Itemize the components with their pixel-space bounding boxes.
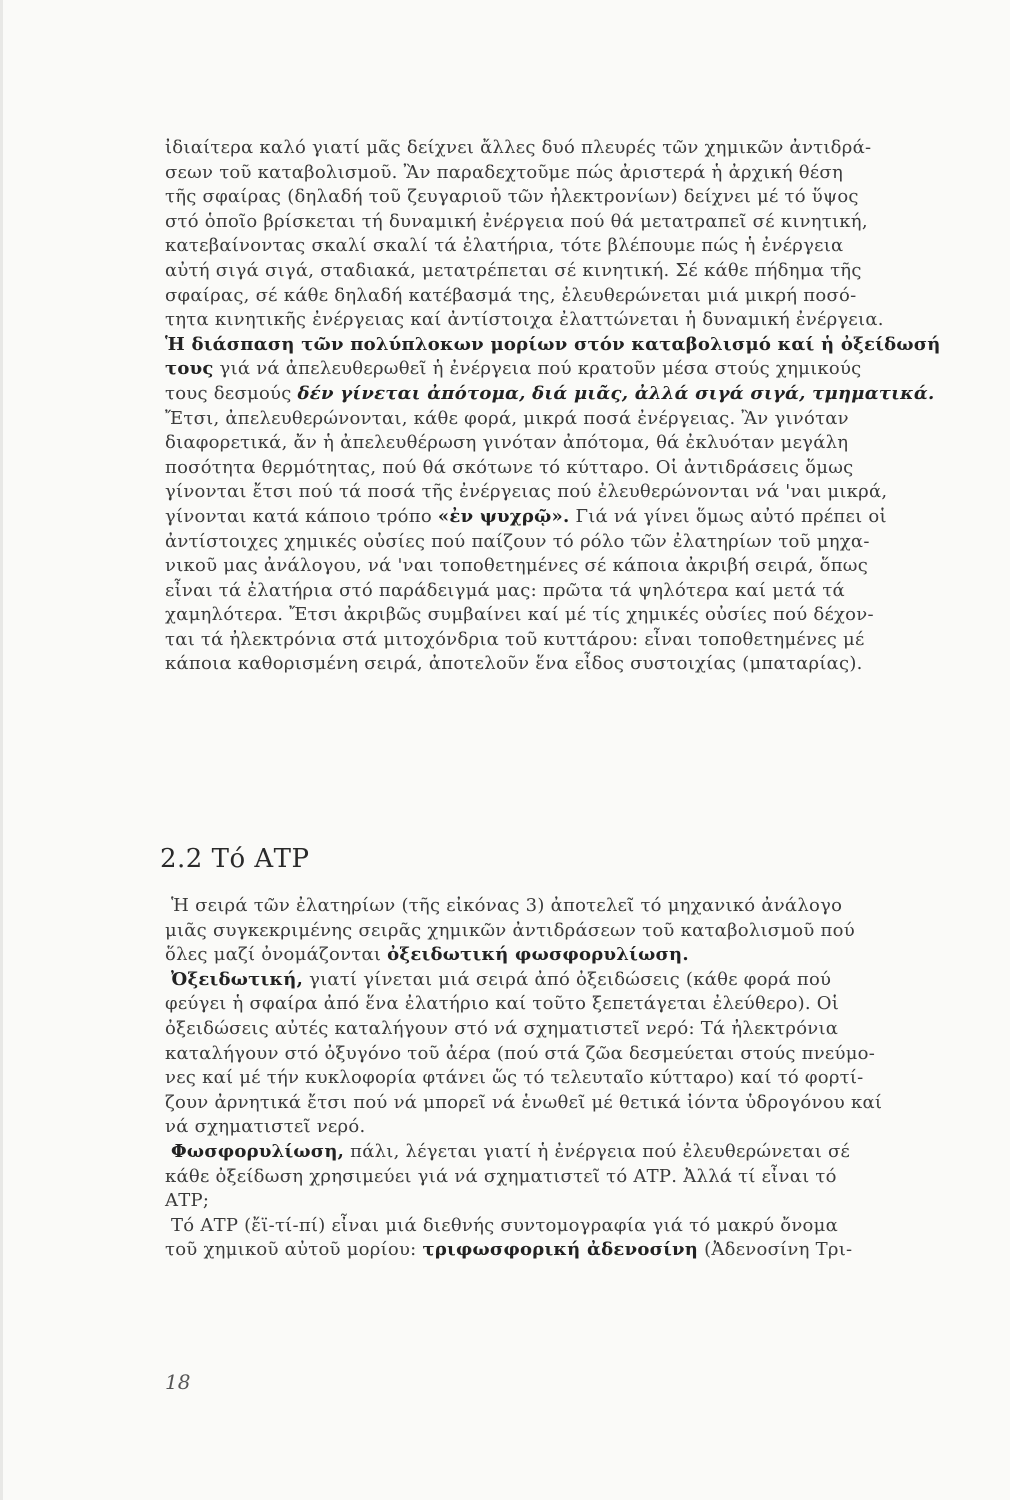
text-run: ΑΤΡ; [165, 1190, 210, 1212]
text-line [165, 456, 945, 481]
text-run: ποσότητα θερμότητας, πού θά σκότωνε τό κύτταρο. Οἱ ἀντιδράσεις ὅμως [165, 456, 854, 478]
text-line [165, 554, 945, 579]
text-line [165, 1214, 945, 1239]
text-run: νά σχηματιστεῖ νερό. [165, 1116, 366, 1138]
text-run: ζουν ἀρνητικά ἔτσι πού νά μπορεῖ νά ἑνωθεῖ μέ θετικά ἰόντα ὑδρογόνου καί [165, 1091, 883, 1113]
text-line [165, 1189, 945, 1214]
text-run: φεύγει ἡ σφαίρα ἀπό ἕνα ἐλατήριο καί τοῦτο ξεπετάγεται ἐλεύθερο). Οἱ [165, 993, 840, 1015]
text-line [165, 161, 945, 186]
text-line [165, 1091, 945, 1116]
text-run: ἰδιαίτερα καλό γιατί μᾶς δείχνει ἄλλες δυό πλευρές τῶν χημικῶν ἀντιδρά- [165, 137, 872, 158]
text-run: νες καί μέ τήν κυκλοφορία φτάνει ὥς τό τελευταῖο κύτταρο) καί τό φορτί- [165, 1067, 864, 1089]
text-line [165, 185, 945, 210]
text-run: τους δεσμούς [165, 382, 298, 404]
text-run: γιατί γίνεται μιά σειρά ἀπό ὀξειδώσεις (κάθε φορά πού [303, 968, 832, 990]
text-run: ὀξειδώσεις αὐτές καταλήγουν στό νά σχηματιστεῖ νερό: Τά ἠλεκτρόνια [165, 1017, 839, 1039]
text-line [165, 407, 945, 432]
text-line [165, 259, 945, 284]
text-run: γίνονται κατά κάποιο τρόπο [165, 505, 438, 527]
bold-text: ὀξειδωτική φωσφορυλίωση. [387, 944, 689, 966]
text-run: κάθε ὀξείδωση χρησιμεύει γιά νά σχηματιστεῖ τό ΑΤΡ. Ἀλλά τί εἶναι τό [165, 1165, 837, 1187]
text-run: μιᾶς συγκεκριμένης σειρᾶς χημικῶν ἀντιδράσεων τοῦ καταβολισμοῦ πού [165, 919, 855, 941]
text-line [165, 136, 945, 161]
text-line [165, 894, 945, 919]
bold-text: τους [165, 358, 214, 380]
text-run: Τό ΑΤΡ (ἔϊ-τί-πί) εἶναι μιά διεθνής συντομογραφία γιά τό μακρύ ὄνομα [171, 1214, 838, 1236]
text-run: ἀντίστοιχες χημικές οὐσίες πού παίζουν τό ρόλο τῶν ἐλατηρίων τοῦ μηχα- [165, 530, 870, 552]
text-run: εἶναι τά ἐλατήρια στό παράδειγμά μας: πρῶτα τά ψηλότερα καί μετά τά [165, 579, 845, 601]
page-number: 18 [165, 1370, 191, 1394]
text-line [165, 992, 945, 1017]
text-line [165, 210, 945, 235]
section-heading: 2.2 Τό ΑΤΡ [160, 844, 310, 874]
bold-text: Φωσφορυλίωση, [171, 1140, 345, 1162]
text-line [165, 530, 945, 555]
bold-italic-text: δέν γίνεται ἀπότομα, διά μιᾶς, ἀλλά σιγά σιγά, τμηματικά. [297, 382, 935, 404]
text-run: Ἡ σειρά τῶν ἐλατηρίων (τῆς εἰκόνας 3) ἀποτελεῖ τό μηχανικό ἀνάλογο [171, 895, 843, 916]
text-run: κάποια καθορισμένη σειρά, ἀποτελοῦν ἕνα εἶδος συστοιχίας (μπαταρίας). [165, 653, 863, 675]
text-run: ὅλες μαζί ὀνομάζονται [165, 944, 388, 966]
text-line [165, 1238, 945, 1263]
text-line [165, 505, 945, 530]
text-line [165, 1165, 945, 1190]
text-run: κατεβαίνοντας σκαλί σκαλί τά ἐλατήρια, τότε βλέπουμε πώς ἡ ἐνέργεια [165, 235, 844, 257]
text-run: γιά νά ἀπελευθερωθεῖ ἡ ἐνέργεια πού κρατοῦν μέσα στούς χημικούς [213, 358, 862, 380]
text-line [165, 357, 945, 382]
text-line [165, 579, 945, 604]
text-line [165, 652, 945, 677]
text-run: αὐτή σιγά σιγά, σταδιακά, μετατρέπεται σέ κινητική. Σέ κάθε πήδημα τῆς [165, 259, 862, 281]
bold-text: Ὀξειδωτική, [171, 968, 304, 990]
text-line [165, 603, 945, 628]
bold-text: «ἐν ψυχρῷ». [437, 505, 570, 527]
text-run: Γιά νά γίνει ὅμως αὐτό πρέπει οἱ [569, 505, 887, 527]
text-line [165, 308, 945, 333]
text-line [165, 1042, 945, 1067]
text-run: τῆς σφαίρας (δηλαδή τοῦ ζευγαριοῦ τῶν ἠλεκτρονίων) δείχνει μέ τό ὕψος [165, 186, 859, 208]
text-run: καταλήγουν στό ὀξυγόνο τοῦ ἀέρα (πού στά ζῶα δεσμεύεται στούς πνεύμο- [165, 1042, 876, 1064]
text-run: σφαίρας, σέ κάθε δηλαδή κατέβασμά της, ἐλευθερώνεται μιά μικρή ποσό- [165, 284, 857, 306]
text-line [165, 943, 945, 968]
text-run: σεων τοῦ καταβολισμοῦ. Ἂν παραδεχτοῦμε πώς ἀριστερά ἡ ἀρχική θέση [165, 161, 844, 183]
text-run: πάλι, λέγεται γιατί ἡ ἐνέργεια πού ἐλευθερώνεται σέ [344, 1140, 851, 1162]
paragraph-1 [165, 136, 945, 677]
text-line [165, 1066, 945, 1091]
text-line [165, 431, 945, 456]
text-run: γίνονται ἔτσι πού τά ποσά τῆς ἐνέργειας πού ἐλευθερώνονται νά 'ναι μικρά, [165, 481, 888, 503]
bold-text: Ἡ διάσπαση τῶν πολύπλοκων μορίων στόν καταβολισμό καί ἡ ὀξείδωσή [165, 333, 941, 355]
text-run: νικοῦ μας ἀνάλογου, νά 'ναι τοποθετημένες σέ κάποια ἀκριβή σειρά, ὅπως [165, 555, 869, 577]
text-run: χαμηλότερα. Ἔτσι ἀκριβῶς συμβαίνει καί μέ τίς χημικές οὐσίες πού δέχον- [165, 604, 874, 626]
page-edge [0, 0, 3, 1500]
paragraph-2 [165, 894, 945, 1263]
text-line [165, 968, 945, 993]
text-run: τοῦ χημικοῦ αὐτοῦ μορίου: [165, 1239, 423, 1261]
text-line [165, 1140, 945, 1165]
bold-text: τριφωσφορική ἀδενοσίνη [422, 1239, 699, 1261]
text-line [165, 284, 945, 309]
text-line [165, 382, 945, 407]
text-run: (Ἀδενοσίνη Τρι- [698, 1239, 853, 1261]
text-run: τητα κινητικῆς ἐνέργειας καί ἀντίστοιχα ἐλαττώνεται ἡ δυναμική ἐνέργεια. [165, 309, 884, 331]
text-run: στό ὁποῖο βρίσκεται τή δυναμική ἐνέργεια πού θά μετατραπεῖ σέ κινητική, [165, 210, 868, 232]
text-line [165, 1017, 945, 1042]
text-line [165, 480, 945, 505]
text-run: Ἔτσι, ἀπελευθερώνονται, κάθε φορά, μικρά ποσά ἐνέργειας. Ἂν γινόταν [165, 407, 849, 429]
text-line [165, 1115, 945, 1140]
text-run: ται τά ἠλεκτρόνια στά μιτοχόνδρια τοῦ κυττάρου: εἶναι τοποθετημένες μέ [165, 628, 865, 650]
text-line [165, 333, 945, 358]
text-run: διαφορετικά, ἄν ἡ ἀπελευθέρωση γινόταν ἀπότομα, θά ἐκλυόταν μεγάλη [165, 432, 849, 454]
text-line [165, 919, 945, 944]
text-line [165, 628, 945, 653]
text-line [165, 234, 945, 259]
